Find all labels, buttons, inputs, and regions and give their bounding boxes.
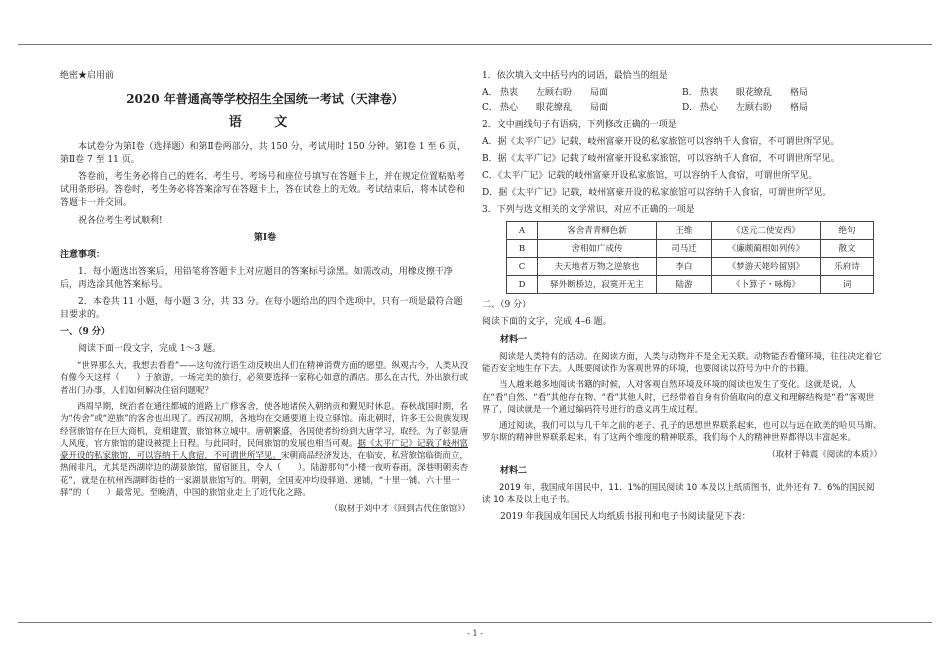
top-rule [18, 44, 932, 45]
q1-option-d-text: 热心 左顾右盼 格局 [700, 103, 809, 114]
q3-stem: 3．下列与选文相关的文学常识，对应不正确的一项是 [482, 205, 695, 216]
q2-option-c: C．《太平广记》记载的岐州富豪开设私家旅馆，可以容纳千人食宿，可谓世所罕见。 [482, 171, 818, 182]
literature-table [506, 221, 874, 294]
q1-option-c-letter: C． [482, 103, 498, 114]
note-1: 1．每小题选出答案后，用铅笔将答题卡上对应题目的答案标号涂黑。如需改动，用橡皮擦干净后，再选涂其他答案标号。 [60, 266, 453, 290]
table-cell: 词 [821, 276, 874, 294]
table-row [507, 258, 874, 276]
exam-title: 2020 年普通高等学校招生全国统一考试（天津卷） [126, 92, 404, 107]
intro-paragraph-3: 祝各位考生考试顺利! [78, 215, 163, 226]
table-cell: B [507, 240, 538, 258]
table-row [507, 240, 874, 258]
q1-options [482, 87, 882, 115]
passage-para2-part-a: 西周早期，统治者在通往都城的道路上广修客舍，使各地诸侯入朝纳贡和觐见时休息。春秋战国时期，名为“传舍”或“逆旅”的客舍也出现了。西汉初期，各地均在交通要道上设立驿馆。南北朝时，许多王公贵族发现经营旅馆存在巨大商机，竞相建置，旅馆林立城中。唐朝繁盛，各国使者纷纷到大唐学习，取经。为了彰显唐人风度，官方旅馆的建设被提上日程。与此同时，民间旅馆的发展也相当可观。 [60, 401, 469, 449]
page-number: - 1 - [467, 629, 483, 638]
material2-paragraph-1: 2019 年，我国成年国民中，11．1%的国民阅读 10 本及以上纸质图书，此外还有 7．6%的国民阅读 10 本及以上电子书。 [482, 483, 875, 506]
section2-instruction: 阅读下面的文字，完成 4–6 题。 [482, 317, 612, 328]
passage-para2-part-b: 宋朝商品经济发达，在临安，私营旅馆临街而立，热闹非凡，尤其是西湖岸边的湖景旅馆，留宿匪且，令人（ ）。陆游那句“小楼一夜听春雨，深巷明朝卖杏花”，就是在杭州西湖畔街巷的一家湖景旅馆写的。明朝，全国麦冲均设驿道、递铺，“十里一铺、六十里一驿”的（ ）最常见。至晚清，中国的旅馆业走上了近代化之路。 [60, 451, 469, 499]
secret-label: 绝密★启用前 [60, 71, 115, 81]
table-cell: 散文 [821, 240, 874, 258]
section1-instruction: 阅读下面一段文字，完成 1～3 题。 [78, 343, 222, 354]
material1-paragraph-1: 阅读是人类特有的活动。在阅读方面，人类与动物并不是全无关联。动物能否看懂环境，往往决定着它能否安全地生存下去。人既要阅读作为客观世界的环境，也要阅读以符号为中介的书籍。 [482, 351, 882, 374]
table-cell: 舍相如广成传 [538, 240, 657, 258]
table-cell: 乐府诗 [821, 258, 874, 276]
table-cell: 客舍青青柳色新 [538, 222, 657, 240]
table-cell: 李白 [657, 258, 712, 276]
q1-stem: 1．依次填入文中括号内的词语，最恰当的组是 [482, 71, 668, 81]
note-2: 2．本卷共 11 小题，每小题 3 分，共 33 分。在每小题给出的四个选项中，只有一项是最符合题目要求的。 [60, 296, 463, 320]
table-row [507, 276, 874, 294]
passage-source: （取材于刘中才《回到古代住旅馆》） [329, 504, 470, 515]
table-cell: 《梦游天姥吟留别》 [712, 258, 821, 276]
q1-option-d-letter: D． [682, 103, 699, 114]
material1-paragraph-3: 通过阅读，我们可以与几千年之前的老子、孔子的思想世界联系起来，也可以与远在欧美的哈贝马斯、罗尔斯的精神世界联系起来，有了这两个维度的精神联系，我们每个人的精神世界都得以丰富起来。 [482, 421, 882, 444]
intro-paragraph-2: 答卷前，考生务必将自己的姓名、考生号、考场号和座位号填写在答题卡上，并在规定位置粘贴考试用条形码。答卷时，考生务必将答案涂写在答题卡上，答在试卷上的无效。考试结束后，将本试卷和答题卡一并交回。 [60, 172, 466, 209]
material1-title: 材料一 [500, 334, 528, 345]
table-cell: 《廉颇蔺相如列传》 [712, 240, 821, 258]
q2-option-d: D．据《太平广记》记载，岐州富豪开设的私家旅馆可以容纳千人食宿，可谓世所罕见。 [482, 188, 832, 199]
material1-paragraph-2: 当人越来越多地阅读书籍的时候，人对客观自然环境及环境的阅读也发生了变化。这就是说，人在“看”自然、“看”其他存在物、“看”其他人时，已经带着自身有价值取向的意义和理解结构是“看”客观世界了，阅读就是一个通过编码符号进行的意义再生成过程。 [482, 380, 875, 415]
q1-option-b-text: 热衷 眼花缭乱 格局 [700, 88, 809, 99]
section2-heading: 二、（9 分） [482, 300, 532, 311]
table-cell: A [507, 222, 538, 240]
table-cell: 《送元二使安西》 [712, 222, 821, 240]
table-cell: 驿外断桥边，寂寞开无主 [538, 276, 657, 294]
part-heading: 第Ⅰ卷 [253, 232, 277, 243]
right-column [482, 70, 882, 528]
subject-title: 语 文 [228, 115, 302, 131]
bottom-rule [18, 622, 932, 623]
table-row [507, 222, 874, 240]
q2-option-a: A．据《太平广记》记载，岐州富豪开设的私家旅馆可以容纳千人食宿，不可谓世所罕见。 [482, 137, 840, 148]
passage-paragraph-1: “世界那么大，我想去看看”——这句流行语生动反映出人们在精神消费方面的愿望。纵观古今，人类从没有像今天这样（ ）于旅游，一场完美的旅行，必须要选择一家称心如意的酒店。那么在古代，外出旅行或者出门办事，人们如何解决住宿问题呢？ [60, 360, 469, 396]
notes-title: 注意事项： [60, 249, 106, 260]
q1-option-a-text: 热衷 左顾右盼 局面 [500, 88, 609, 99]
material2-title: 材料二 [500, 466, 528, 477]
material2-paragraph-2: 2019 年我国成年国民人均纸质书报刊和电子书阅读量见下表： [500, 511, 751, 522]
q2-stem: 2．文中画线句子有语病，下列修改正确的一项是 [482, 120, 677, 131]
left-column [60, 70, 470, 520]
intro-paragraph-1: 本试卷分为第Ⅰ卷（选择题）和第Ⅱ卷两部分，共 150 分，考试用时 150 分钟。第Ⅰ卷 1 至 6 页，第Ⅱ卷 7 至 11 页。 [60, 142, 466, 166]
q2-option-b: B．据《太平广记》记载了岐州富豪开设私家旅馆，可以容纳千人食宿，不可谓世所罕见。 [482, 154, 840, 165]
section1-heading: 一、（9 分） [60, 326, 110, 337]
q1-option-a-letter: A． [482, 88, 498, 99]
table-cell: C [507, 258, 538, 276]
table-cell: 绝句 [821, 222, 874, 240]
table-cell: D [507, 276, 538, 294]
table-cell: 王维 [657, 222, 712, 240]
material1-source: （取材于韩震《阅读的本质》） [767, 449, 882, 460]
passage-paragraph-2 [60, 401, 470, 500]
q1-option-c-text: 热心 眼花缭乱 局面 [500, 103, 609, 114]
table-cell: 夫天地者万物之逆旅也 [538, 258, 657, 276]
q1-option-b-letter: B． [682, 88, 698, 99]
table-cell: 《卜算子・咏梅》 [712, 276, 821, 294]
underlined-sentence: 据《太平广记》记载了岐州富豪开设的私家旅馆，可以容纳千人食宿，不可谓世所罕见。 [60, 438, 469, 462]
table-cell: 司马迁 [657, 240, 712, 258]
table-cell: 陆游 [657, 276, 712, 294]
